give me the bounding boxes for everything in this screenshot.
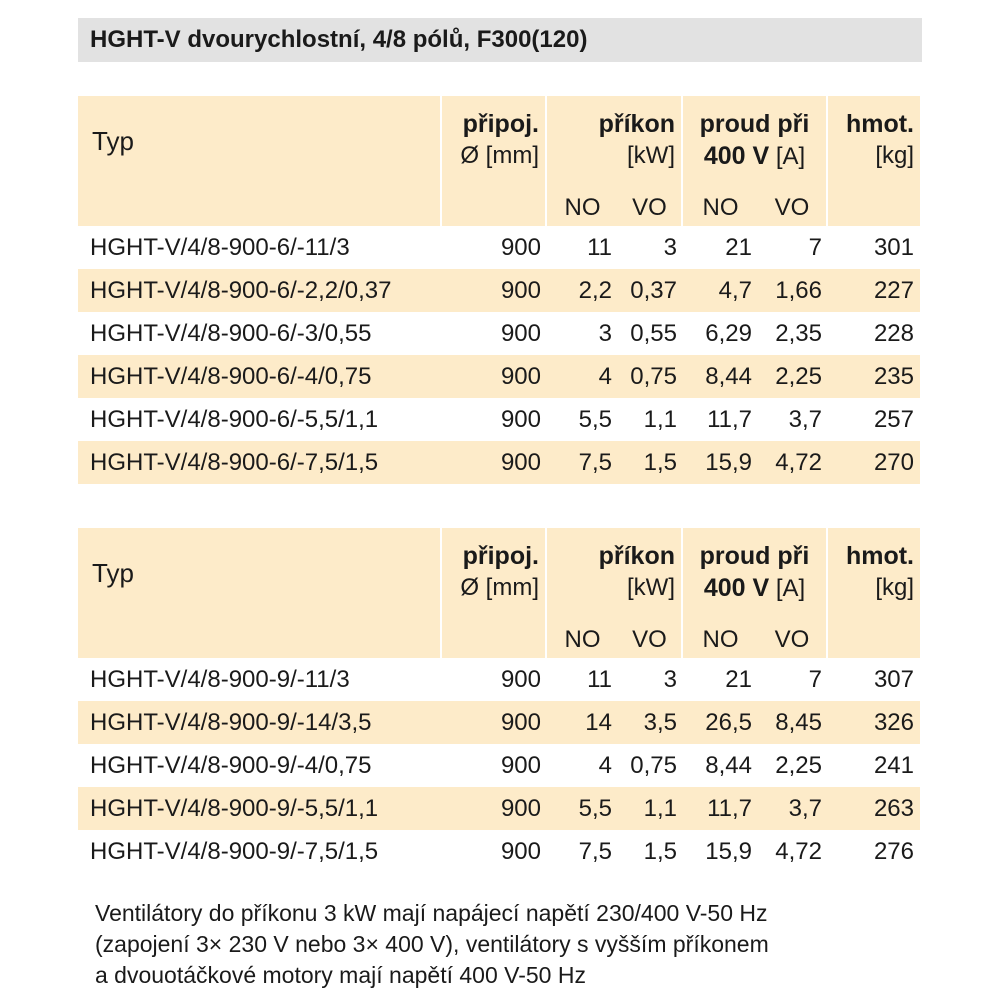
table-row [78,441,920,484]
header-hmot-label: hmot. [845,542,914,570]
header-prikon-no: NO [547,622,618,658]
cell-proud-no: 11,7 [683,787,758,830]
cell-proud-vo: 7 [758,226,828,269]
header-hmot-unit: [kg] [875,574,914,601]
table-row [78,312,920,355]
cell-proud-no: 6,29 [683,312,758,355]
table-row [78,701,920,744]
header-proud-vo: VO [758,622,828,658]
header-prikon-unit: [kW] [627,142,675,169]
cell-prikon-vo: 1,1 [618,398,683,441]
header-proud [683,96,828,190]
cell-prikon-no: 7,5 [547,830,618,873]
header-pripoj-unit: Ø [mm] [460,142,539,169]
cell-prikon-vo: 1,5 [618,441,683,484]
header-proud-no: NO [683,622,758,658]
header-hmot [828,528,920,658]
cell-proud-no: 15,9 [683,830,758,873]
header-hmot-label: hmot. [845,110,914,138]
cell-prikon-no: 4 [547,744,618,787]
cell-pripoj: 900 [442,744,547,787]
header-hmot-unit: [kg] [875,142,914,169]
cell-prikon-no: 5,5 [547,787,618,830]
header-prikon-unit: [kW] [627,574,675,601]
cell-proud-vo: 7 [758,658,828,701]
cell-typ: HGHT-V/4/8-900-9/-5,5/1,1 [78,787,442,830]
table-row [78,658,920,701]
cell-pripoj: 900 [442,312,547,355]
header-proud-label: proud při [699,110,810,138]
cell-typ: HGHT-V/4/8-900-6/-4/0,75 [78,355,442,398]
cell-proud-no: 21 [683,658,758,701]
header-hmot [828,96,920,226]
cell-proud-vo: 2,35 [758,312,828,355]
cell-prikon-vo: 3 [618,658,683,701]
cell-proud-no: 4,7 [683,269,758,312]
table-row [78,269,920,312]
cell-typ: HGHT-V/4/8-900-9/-7,5/1,5 [78,830,442,873]
cell-typ: HGHT-V/4/8-900-6/-3/0,55 [78,312,442,355]
cell-pripoj: 900 [442,269,547,312]
header-pripoj-unit: Ø [mm] [460,574,539,601]
cell-hmot: 235 [828,355,920,398]
cell-proud-no: 8,44 [683,744,758,787]
header-prikon [547,96,683,190]
cell-pripoj: 900 [442,658,547,701]
header-prikon-label: příkon [598,110,675,138]
cell-prikon-no: 5,5 [547,398,618,441]
cell-typ: HGHT-V/4/8-900-6/-11/3 [78,226,442,269]
cell-prikon-vo: 0,37 [618,269,683,312]
cell-prikon-no: 3 [547,312,618,355]
cell-proud-vo: 3,7 [758,787,828,830]
header-typ: Typ [78,96,442,226]
document-title: HGHT-V dvourychlostní, 4/8 pólů, F300(120) [78,18,922,62]
cell-prikon-no: 11 [547,226,618,269]
cell-pripoj: 900 [442,441,547,484]
header-proud-unit [683,572,826,605]
cell-prikon-no: 7,5 [547,441,618,484]
cell-prikon-vo: 3,5 [618,701,683,744]
header-proud-label: proud při [699,542,810,570]
cell-prikon-no: 14 [547,701,618,744]
cell-typ: HGHT-V/4/8-900-6/-2,2/0,37 [78,269,442,312]
cell-prikon-no: 4 [547,355,618,398]
cell-proud-no: 15,9 [683,441,758,484]
table-row [78,787,920,830]
cell-typ: HGHT-V/4/8-900-9/-4/0,75 [78,744,442,787]
header-proud-voltage: 400 V [703,574,770,602]
cell-pripoj: 900 [442,830,547,873]
cell-prikon-no: 2,2 [547,269,618,312]
header-pripoj-label: připoj. [462,542,539,570]
cell-hmot: 257 [828,398,920,441]
header-proud [683,528,828,622]
cell-pripoj: 900 [442,398,547,441]
table-row [78,226,920,269]
header-pripoj [442,96,547,226]
cell-typ: HGHT-V/4/8-900-9/-14/3,5 [78,701,442,744]
cell-hmot: 263 [828,787,920,830]
header-prikon-label: příkon [598,542,675,570]
cell-proud-vo: 8,45 [758,701,828,744]
cell-hmot: 270 [828,441,920,484]
footnote-line-1: Ventilátory do příkonu 3 kW mají napájecí napětí 230/400 V-50 Hz [95,900,768,926]
cell-prikon-vo: 0,75 [618,355,683,398]
cell-prikon-vo: 3 [618,226,683,269]
header-prikon-vo: VO [618,190,683,226]
header-proud-no: NO [683,190,758,226]
cell-typ: HGHT-V/4/8-900-6/-7,5/1,5 [78,441,442,484]
cell-prikon-vo: 1,1 [618,787,683,830]
cell-proud-no: 21 [683,226,758,269]
header-typ: Typ [78,528,442,658]
cell-proud-vo: 4,72 [758,830,828,873]
cell-hmot: 228 [828,312,920,355]
spec-table-9 [78,528,920,873]
cell-typ: HGHT-V/4/8-900-9/-11/3 [78,658,442,701]
cell-pripoj: 900 [442,355,547,398]
cell-prikon-vo: 1,5 [618,830,683,873]
cell-proud-vo: 2,25 [758,744,828,787]
header-proud-ampere: [A] [769,143,806,170]
cell-proud-vo: 1,66 [758,269,828,312]
cell-proud-no: 11,7 [683,398,758,441]
header-pripoj-label: připoj. [462,110,539,138]
header-proud-unit [683,140,826,173]
header-prikon [547,528,683,622]
cell-proud-vo: 2,25 [758,355,828,398]
cell-pripoj: 900 [442,701,547,744]
cell-prikon-no: 11 [547,658,618,701]
table-row [78,355,920,398]
cell-proud-no: 26,5 [683,701,758,744]
cell-hmot: 307 [828,658,920,701]
header-prikon-vo: VO [618,622,683,658]
table-row [78,744,920,787]
header-proud-ampere: [A] [769,575,806,602]
header-pripoj [442,528,547,658]
footnote [95,898,955,991]
table-row [78,398,920,441]
cell-hmot: 301 [828,226,920,269]
cell-proud-vo: 3,7 [758,398,828,441]
table-row [78,830,920,873]
footnote-line-3: a dvouotáčkové motory mají napětí 400 V-50 Hz [95,962,586,988]
cell-prikon-vo: 0,75 [618,744,683,787]
cell-hmot: 276 [828,830,920,873]
cell-hmot: 241 [828,744,920,787]
cell-hmot: 326 [828,701,920,744]
cell-hmot: 227 [828,269,920,312]
header-proud-vo: VO [758,190,828,226]
cell-typ: HGHT-V/4/8-900-6/-5,5/1,1 [78,398,442,441]
cell-pripoj: 900 [442,226,547,269]
cell-prikon-vo: 0,55 [618,312,683,355]
cell-proud-vo: 4,72 [758,441,828,484]
cell-proud-no: 8,44 [683,355,758,398]
footnote-line-2: (zapojení 3× 230 V nebo 3× 400 V), ventilátory s vyšším příkonem [95,931,769,957]
cell-pripoj: 900 [442,787,547,830]
header-proud-voltage: 400 V [703,142,770,170]
spec-table-6 [78,96,920,484]
header-prikon-no: NO [547,190,618,226]
